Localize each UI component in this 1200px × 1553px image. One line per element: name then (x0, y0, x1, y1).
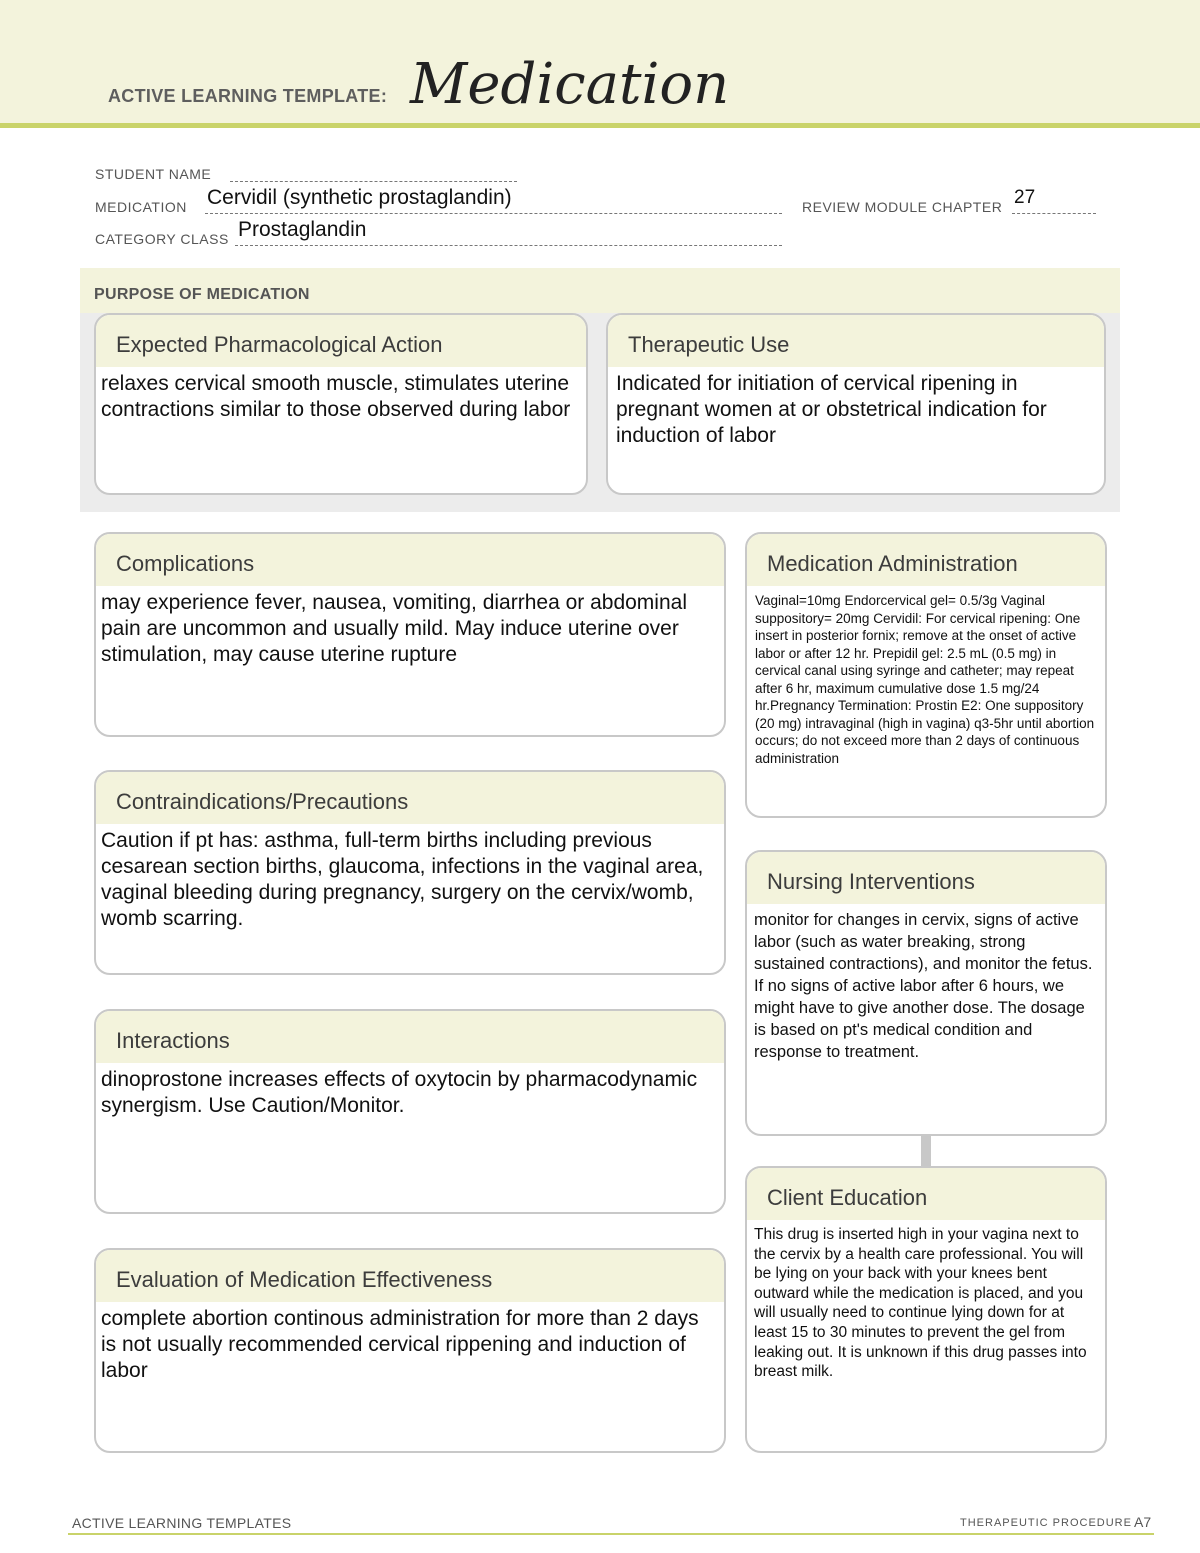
complications-text[interactable]: may experience fever, nausea, vomiting, diarrhea or abdominal pain are uncommon and usually mild. May induce uterine over stimulation, may cause uterine rupture (101, 591, 687, 666)
contraindications-title: Contraindications/Precautions (96, 772, 724, 824)
client-education-box (745, 1166, 1107, 1453)
footer-rule (68, 1533, 1154, 1535)
medication-field-line (205, 213, 782, 214)
footer-title: ACTIVE LEARNING TEMPLATES (72, 1515, 292, 1531)
expected-action-text[interactable]: relaxes cervical smooth muscle, stimulates uterine contractions similar to those observed during labor (101, 372, 571, 421)
review-module-field[interactable]: 27 (1014, 187, 1036, 208)
category-class-field-line (235, 245, 782, 246)
category-class-label: CATEGORY CLASS (95, 231, 229, 247)
student-name-label: STUDENT NAME (95, 166, 212, 182)
evaluation-title: Evaluation of Medication Effectiveness (96, 1250, 724, 1302)
medication-field[interactable]: Cervidil (synthetic prostaglandin) (207, 186, 512, 209)
client-education-title: Client Education (747, 1168, 1105, 1220)
interactions-box (94, 1009, 726, 1214)
nursing-interventions-text[interactable]: monitor for changes in cervix, signs of active labor (such as water breaking, strong sustained contractions), and monitor the fetus. If no signs of active labor after 6 hours, we might have to give another dose. The dosage is based on pt's medical condition and response to treatment. (754, 911, 1093, 1061)
category-class-field[interactable]: Prostaglandin (238, 218, 367, 241)
administration-text[interactable]: Vaginal=10mg Endorcervical gel= 0.5/3g Vaginal suppository= 20mg Cervidil: For cervical ripening: One insert in posterior fornix; remove at the onset of active labor or after 12 hr. Prepidil gel: 2.5 mL (0.5 mg) in cervical canal using syringe and catheter; may repeat after 6 hr, maximum cumulative dose 1.5 mg/24 hr.Pregnancy Termination: Prostin E2: One suppository (20 mg) intravaginal (high in vagina) q3-5hr until abortion occurs; do not exceed more than 2 days of continuous administration (755, 593, 1095, 766)
client-education-text[interactable]: This drug is inserted high in your vagina next to the cervix by a health care professional. You will be lying on your back with your knees bent outward while the medication is placed, and you will usually need to continue lying down for at least 15 to 30 minutes to prevent the gel from leaking out. It is unknown if this drug passes into breast milk. (754, 1226, 1087, 1381)
therapeutic-use-box (606, 313, 1106, 495)
student-name-field-line (230, 181, 517, 182)
nursing-interventions-title: Nursing Interventions (747, 852, 1105, 904)
purpose-section-title: PURPOSE OF MEDICATION (94, 286, 310, 303)
complications-box (94, 532, 726, 737)
header-rule (0, 123, 1200, 128)
administration-box (745, 532, 1107, 818)
therapeutic-use-text[interactable]: Indicated for initiation of cervical ripening in pregnant women at or obstetrical indication for induction of labor (616, 372, 1047, 447)
medication-label: MEDICATION (95, 199, 187, 215)
therapeutic-use-title: Therapeutic Use (608, 315, 1104, 367)
template-label: ACTIVE LEARNING TEMPLATE: (108, 86, 388, 106)
review-module-label: REVIEW MODULE CHAPTER (802, 199, 1003, 215)
contraindications-text[interactable]: Caution if pt has: asthma, full-term births including previous cesarean section births, glaucoma, infections in the vaginal area, vaginal bleeding during pregnancy, surgery on the cervix/womb, womb scarring. (101, 829, 704, 930)
nursing-interventions-box (745, 850, 1107, 1136)
page-number: A7 (1134, 1514, 1152, 1530)
evaluation-box (94, 1248, 726, 1453)
contraindications-box (94, 770, 726, 975)
complications-title: Complications (96, 534, 724, 586)
interactions-title: Interactions (96, 1011, 724, 1063)
page-title: Medication (410, 52, 730, 117)
review-module-field-line (1012, 213, 1096, 214)
evaluation-text[interactable]: complete abortion continous administration for more than 2 days is not usually recommended cervical rippening and induction of labor (101, 1307, 699, 1382)
footer-section: THERAPEUTIC PROCEDURE (960, 1517, 1132, 1529)
administration-title: Medication Administration (747, 534, 1105, 586)
expected-action-title: Expected Pharmacological Action (96, 315, 586, 367)
expected-action-box (94, 313, 588, 495)
interactions-text[interactable]: dinoprostone increases effects of oxytocin by pharmacodynamic synergism. Use Caution/Monitor. (101, 1068, 698, 1117)
box-connector (921, 1136, 931, 1166)
